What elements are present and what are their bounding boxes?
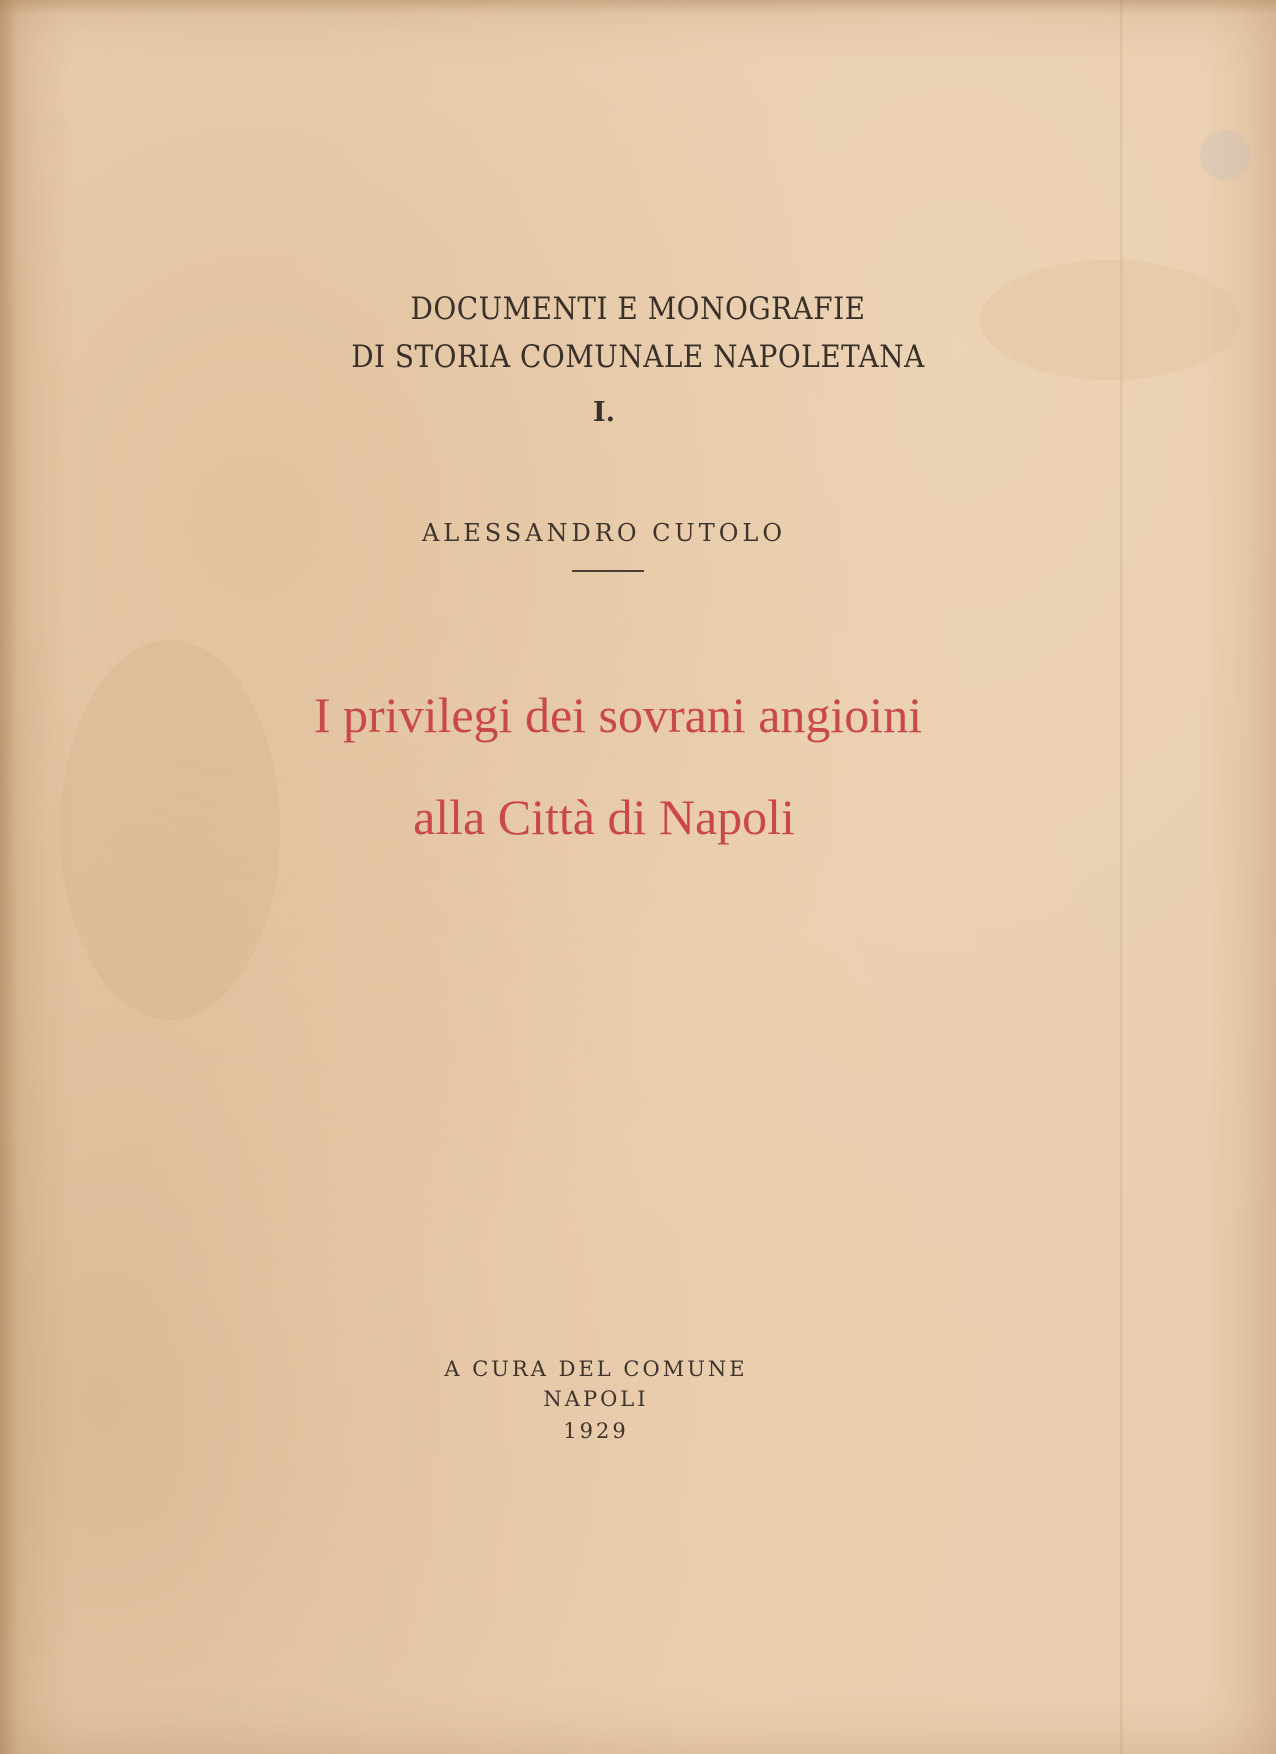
author-divider-rule [572,570,644,572]
cover-top-edge [0,0,1276,14]
author-name: ALESSANDRO CUTOLO [421,519,787,547]
imprint-publisher: A CURA DEL COMUNE [444,1357,748,1381]
paper-stain [1200,130,1250,180]
series-title-line-2: DI STORIA COMUNALE NAPOLETANA [351,339,925,375]
book-title-line-1: I privilegi dei sovrani angioini [313,687,923,743]
series-volume-number: I. [592,397,616,428]
imprint-city: NAPOLI [543,1387,649,1411]
imprint-year: 1929 [563,1419,629,1443]
book-title-line-2: alla Città di Napoli [413,789,795,845]
series-title-line-1: DOCUMENTI E MONOGRAFIE [410,291,866,327]
cover-spine-edge [0,0,18,1754]
